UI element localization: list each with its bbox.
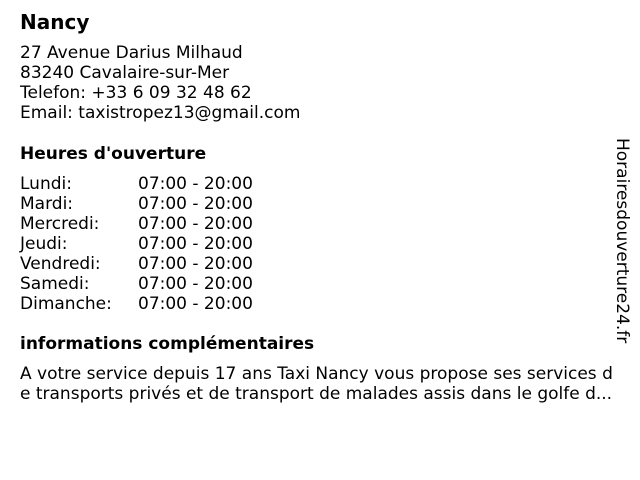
hours-day: Jeudi:	[20, 234, 68, 254]
hours-day: Mardi:	[20, 194, 74, 214]
hours-day: Vendredi:	[20, 254, 101, 274]
hours-day: Samedi:	[20, 274, 90, 294]
description	[20, 364, 630, 404]
address-line-1: 27 Avenue Darius Milhaud	[20, 43, 243, 63]
hours-row	[20, 274, 253, 294]
description-line-1: A votre service depuis 17 ans Taxi Nancy vous propose ses services d	[20, 364, 613, 384]
hours-row	[20, 174, 253, 194]
description-line-2: e transports privés et de transport de malades assis dans le golfe d...	[20, 384, 613, 404]
info-heading: informations complémentaires	[20, 334, 315, 354]
hours-day: Dimanche:	[20, 294, 112, 314]
hours-row	[20, 234, 253, 254]
hours-table	[20, 174, 253, 314]
hours-time: 07:00 - 20:00	[138, 274, 253, 294]
email-line: Email: taxistropez13@gmail.com	[20, 103, 301, 123]
hours-time: 07:00 - 20:00	[138, 254, 253, 274]
hours-row	[20, 254, 253, 274]
address-line-2: 83240 Cavalaire-sur-Mer	[20, 63, 230, 83]
watermark-text: Horairesdouverture24.fr	[612, 138, 632, 344]
phone-line: Telefon: +33 6 09 32 48 62	[20, 83, 252, 103]
hours-time: 07:00 - 20:00	[138, 194, 253, 214]
hours-row	[20, 194, 253, 214]
hours-time: 07:00 - 20:00	[138, 234, 253, 254]
hours-time: 07:00 - 20:00	[138, 214, 253, 234]
hours-time: 07:00 - 20:00	[138, 294, 253, 314]
hours-day: Mercredi:	[20, 214, 100, 234]
hours-day: Lundi:	[20, 174, 72, 194]
hours-time: 07:00 - 20:00	[138, 174, 253, 194]
contact-block	[20, 43, 300, 123]
hours-row	[20, 214, 253, 234]
site-watermark	[606, 136, 638, 346]
hours-row	[20, 294, 253, 314]
hours-heading: Heures d'ouverture	[20, 144, 207, 164]
business-name: Nancy	[20, 10, 90, 34]
